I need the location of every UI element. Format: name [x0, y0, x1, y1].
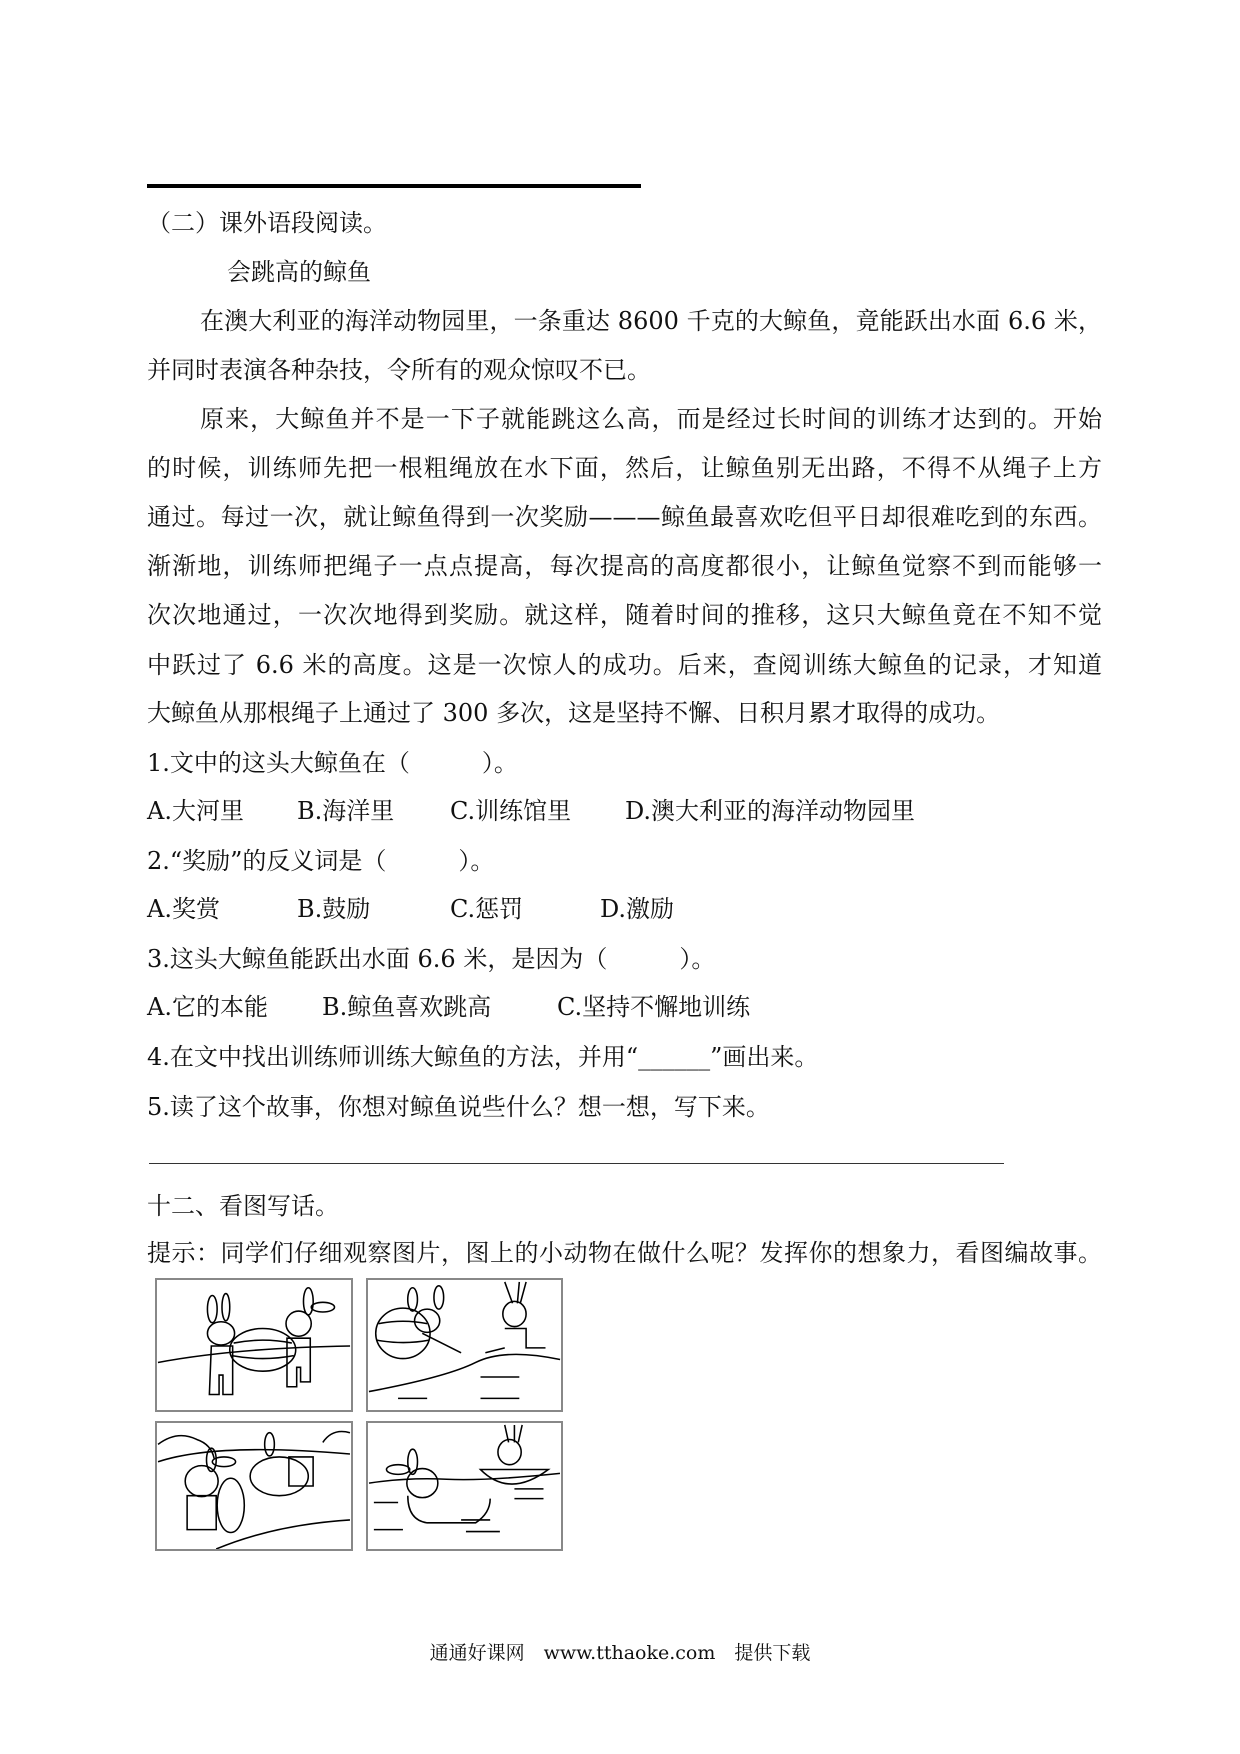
option: B.海洋里 — [297, 797, 395, 825]
option: D.澳大利亚的海洋动物园里 — [625, 797, 916, 825]
option: B.鼓励 — [297, 895, 371, 923]
passage-line: 在澳大利亚的海洋动物园里，一条重达 8600 千克的大鲸鱼，竟能跃出水面 6.6 米， — [200, 307, 1102, 335]
passage-line: 的时候，训练师先把一根粗绳放在水下面，然后，让鲸鱼别无出路，不得不从绳子上方 — [147, 454, 1102, 482]
rabbits-boating-in-watermelon-illustration — [368, 1423, 561, 1549]
rabbits-rolling-watermelon-illustration — [368, 1280, 561, 1410]
passage-line: 大鲸鱼从那根绳子上通过了 300 多次，这是坚持不懈、日积月累才取得的成功。 — [147, 699, 1001, 727]
question-1-options — [147, 796, 915, 826]
passage-line: 原来，大鲸鱼并不是一下子就能跳这么高，而是经过长时间的训练才达到的。开始 — [200, 405, 1102, 433]
section12-hint: 提示：同学们仔细观察图片，图上的小动物在做什么呢？发挥你的想象力，看图编故事。 — [147, 1239, 1102, 1267]
picture-panel-2 — [366, 1278, 563, 1412]
picture-panel-1 — [155, 1278, 353, 1412]
option: A.奖赏 — [147, 895, 220, 923]
passage-line: 渐渐地，训练师把绳子一点点提高，每次提高的高度都很小，让鲸鱼觉察不到而能够一 — [147, 552, 1102, 580]
section12-heading: 十二、看图写话。 — [147, 1192, 339, 1220]
section-heading: （二）课外语段阅读。 — [147, 209, 387, 237]
option: C.训练馆里 — [450, 797, 572, 825]
question-2: 2.“奖励”的反义词是（ ）。 — [147, 847, 495, 875]
question-3-options — [147, 992, 750, 1022]
passage-line: 中跃过了 6.6 米的高度。这是一次惊人的成功。后来，查阅训练大鲸鱼的记录，才知道 — [147, 651, 1102, 679]
passage-line: 并同时表演各种杂技，令所有的观众惊叹不已。 — [147, 356, 651, 384]
top-rule — [147, 184, 641, 188]
option: C.坚持不懈地训练 — [557, 993, 751, 1021]
picture-panel-3 — [155, 1421, 353, 1551]
question-2-options — [147, 894, 674, 924]
option: B.鲸鱼喜欢跳高 — [322, 993, 492, 1021]
option: A.它的本能 — [147, 993, 268, 1021]
passage-line: 次次地通过，一次次地得到奖励。就这样，随着时间的推移，这只大鲸鱼竟在不知不觉 — [147, 601, 1102, 629]
option: A.大河里 — [147, 797, 244, 825]
passage-line: 通过。每过一次，就让鲸鱼得到一次奖励———鲸鱼最喜欢吃但平日却很难吃到的东西。 — [147, 503, 1102, 531]
option: D.激励 — [600, 895, 675, 923]
question-1: 1.文中的这头大鲸鱼在（ ）。 — [147, 749, 518, 777]
rabbits-carrying-watermelon-illustration — [157, 1280, 351, 1410]
option: C.惩罚 — [450, 895, 524, 923]
answer-line[interactable] — [149, 1163, 1004, 1164]
picture-panel-4 — [366, 1421, 563, 1551]
question-5: 5.读了这个故事，你想对鲸鱼说些什么？想一想，写下来。 — [147, 1093, 770, 1121]
question-3: 3.这头大鲸鱼能跃出水面 6.6 米，是因为（ ）。 — [147, 945, 716, 973]
question-4: 4.在文中找出训练师训练大鲸鱼的方法，并用“______”画出来。 — [147, 1043, 819, 1071]
rabbits-pushing-watermelon-illustration — [157, 1423, 351, 1549]
footer-credit: 通通好课网 www.tthaoke.com 提供下载 — [429, 1642, 811, 1664]
story-title: 会跳高的鲸鱼 — [227, 258, 371, 286]
